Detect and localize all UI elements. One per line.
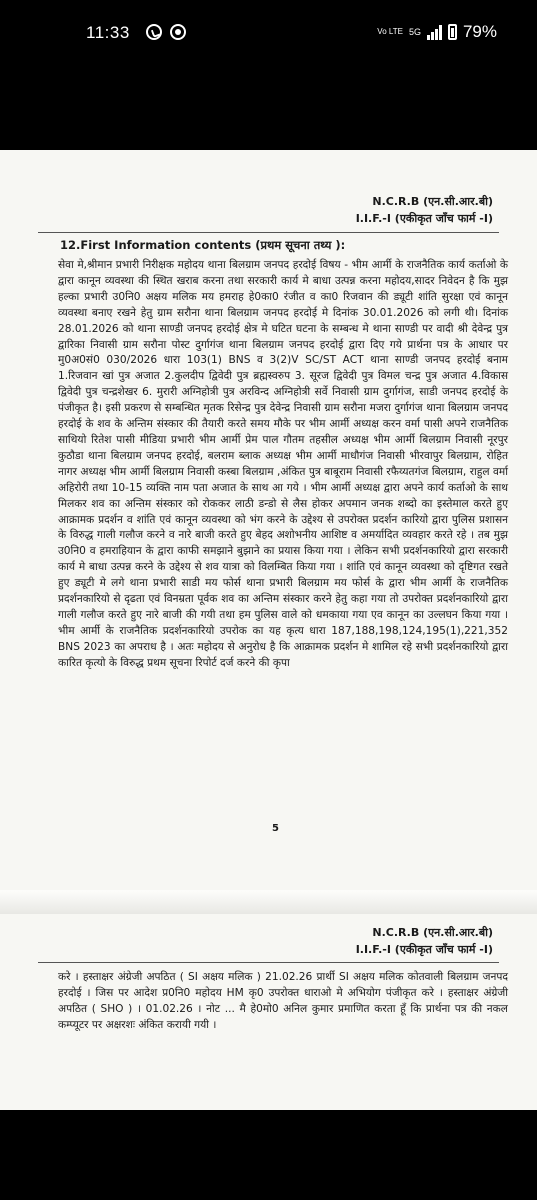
header-iif: I.I.F.-I (एकीकृत जाँच फार्म -I) [355,943,493,956]
page-header [356,193,493,227]
status-indicators [377,22,497,42]
signal-icon [427,24,442,40]
page-header [356,924,493,958]
header-divider [38,962,499,963]
notification-icons [146,24,186,40]
status-time: 11:33 [86,23,130,42]
section-title: 12.First Information contents (प्रथम सूचना तथ्य ): [60,238,346,252]
status-bar [0,0,537,70]
screen-bottom [0,1110,537,1200]
header-ncrb: N.C.R.B (एन.सी.आर.बी) [372,195,493,208]
chrome-icon [170,24,186,40]
battery-percent: 79% [462,22,497,41]
battery-icon [448,24,457,40]
header-ncrb: N.C.R.B (एन.सी.आर.बी) [372,926,493,939]
network-type: 5G [408,26,421,37]
volte-indicator: Vo LTE [377,27,403,36]
header-divider [38,232,499,233]
fir-body-text: सेवा मे,श्रीमान प्रभारी निरीक्षक महोदय थाना बिलग्राम जनपद हरदोई विषय - भीम आर्मी के राजनैतिक कार्य कर्ताओ के द्वारा कानून व्यवस्था की स्थित खराब करना तथा सरकारी कार्य मे बाधा उत्पन्न करना महोदय,सादर निवेदन है कि मुझ हल्का प्रभारी उ0नि0 अक्षय मलिक मय हमराह हे0का0 रंजीत व का0 रिजवान की ड्यूटी शांति सुरक्षा एवं कानून व्यवस्था बनाए रखने हेतु ग्राम सरौना थाना बिलग्राम जनपद हरदोई मे दिनांक 30.01.2026 को लगी थी। दिनांक 28.01.2026 को थाना साण्डी जनपद हरदोई क्षेत्र मे घटित घटना के सम्बन्ध मे थाना साण्डी पर वादी श्री देवेन्द्र पुत्र द्वारिका निवासी ग्राम सरौना पोस्ट दुर्गागंज थाना बिलग्राम जनपद हरदोई द्वारा दिए गये प्रार्थना पत्र के आधार पर मु0अ0सं0 030/2026 धारा 103(1) BNS व 3(2)V SC/ST ACT थाना साण्डी जनपद हरदोई बनाम 1.रिजवान खां पुत्र अजात 2.कुलदीप द्विवेदी पुत्र ब्रह्मस्वरुप 3. सूरज द्विवेदी पुत्र विमल चन्द्र पुत्र अजात 4.विकास द्विवेदी पुत्र चन्द्रशेखर 6. मुरारी अग्निहोत्री पुत्र अरविन्द अग्निहोत्री सर्वे निवासी ग्राम दुर्गागंज, साडी जनपद हरदोई के पंजीकृत है। इसी प्रकरण से सम्बन्धित मृतक रिसेन्द्र पुत्र देवेन्द्र निवासी ग्राम सरौना मजरा दुर्गागंज थाना बिलग्राम जनपद हरदोई के शव के अन्तिम संस्कार की तैयारी करते समय मौके पर भीम आर्मी अध्यक्ष करन वर्मा पासी अपने राजनैतिक साथियो रितेश पासी मीडिया प्रभारी भीम आर्मी प्रेम पाल गौतम तहसील अध्यक्ष भीम आर्मी बिलग्राम निवासी नूरपुर कुठौडा थाना बिलग्राम जनपद हरदोई, बलराम ब्लाक अध्यक्ष भीम आर्मी माधौगंज निवासी भीरवापुर बिलग्राम, रोहित नागर अध्यक्ष भीम आर्मी बिलग्राम निवासी कस्बा बिलग्राम ,अंकित पुत्र बाबूराम निवासी रफैय्यतगंज बिलग्राम, राहुल वर्मा अहिरोरी तथा 10-15 व्यक्ति नाम पता अजात के साथ आ गये । भीम आर्मी अध्यक्ष द्वारा अपने कार्य कर्ताओ के साथ मिलकर शव का अन्तिम संस्कार को रोककर लाठी डन्डो से लैस होकर अपमान जनक शब्दो का इस्तेमाल करते हुए आक्रामक प्रदर्शन व शांति एवं कानून व्यवस्था को भंग करने के उद्देश्य से उपरोक्त प्रदर्शन कारियो द्वारा पुलिस प्रशासन के विरुद्ध गाली गलौज करने व नारे बाजी करते हुए बेहद अशोभनीय आशिष्ट व अमर्यादित व्यवहार करते रहे । तब मुझ उ0नि0 व हमराहियान के द्वारा काफी समझाने बुझाने का प्रयास किया गया । लेकिन सभी प्रदर्शनकारियो द्वारा सरकारी कार्य मे बाधा उत्पन्न करने के उद्देश्य से शव यात्रा को विलम्बित किया गया । शांति एवं कानून व्यवस्था को दृष्टिगत रखते हुए ड्यूटी मे लगे थाना प्रभारी साडी मय फोर्स थाना प्रभारी बिलग्राम मय फोर्स के द्वारा भीम आर्मी के राजनैतिक प्रदर्शनकारियो से दृढता एवं विनम्रता पूर्वक शव का अन्तिम संस्कार करने हेतु कहा गया तो उपरोक्त प्रदर्शनकारियो द्वारा गाली गलौज करते हुए नारे बाजी की गयी तथा हम पुलिस वाले को धमकाया गया एव कानून का उल्लघन किया गया । भीम आर्मी के राजनैतिक प्रदर्शनकारियो उपरोक का यह कृत्य धारा 187,188,198,124,195(1),221,352 BNS 2023 का अपराध है । अतः महोदय से अनुरोध है कि आक्रामक प्रदर्शन मे शामिल रहे सभी प्रदर्शनकारियो द्वारा कारित कृत्यो के विरुद्ध प्रथम सूचना रिपोर्ट दर्ज करने की कृपा [58,259,508,669]
document-page-2 [0,914,537,1110]
header-iif: I.I.F.-I (एकीकृत जाँच फार्म -I) [355,212,493,225]
document-page-1 [0,150,537,890]
whatsapp-icon [146,24,162,40]
fir-body-continuation: करे । हस्ताक्षर अंग्रेजी अपठित ( SI अक्षय मलिक ) 21.02.26 प्रार्थी SI अक्षय मलिक कोतवाली बिलग्राम जनपद हरदोई । जिस पर आदेश प्र0नि0 महोदय HM कृ0 उपरोक्त धाराओ मे अभियोग पंजीकृत करे । हस्ताक्षर अंग्रेजी अपठित ( SHO ) । 01.02.26 । नोट ... मै हे0मो0 अनिल कुमार प्रमाणित करता हूँ कि प्रार्थना पत्र की नकल कम्प्यूटर पर अक्षरशः अंकित करायी गयी । [58,971,508,1031]
page-separator [0,890,537,914]
page-number: 5 [272,823,279,834]
